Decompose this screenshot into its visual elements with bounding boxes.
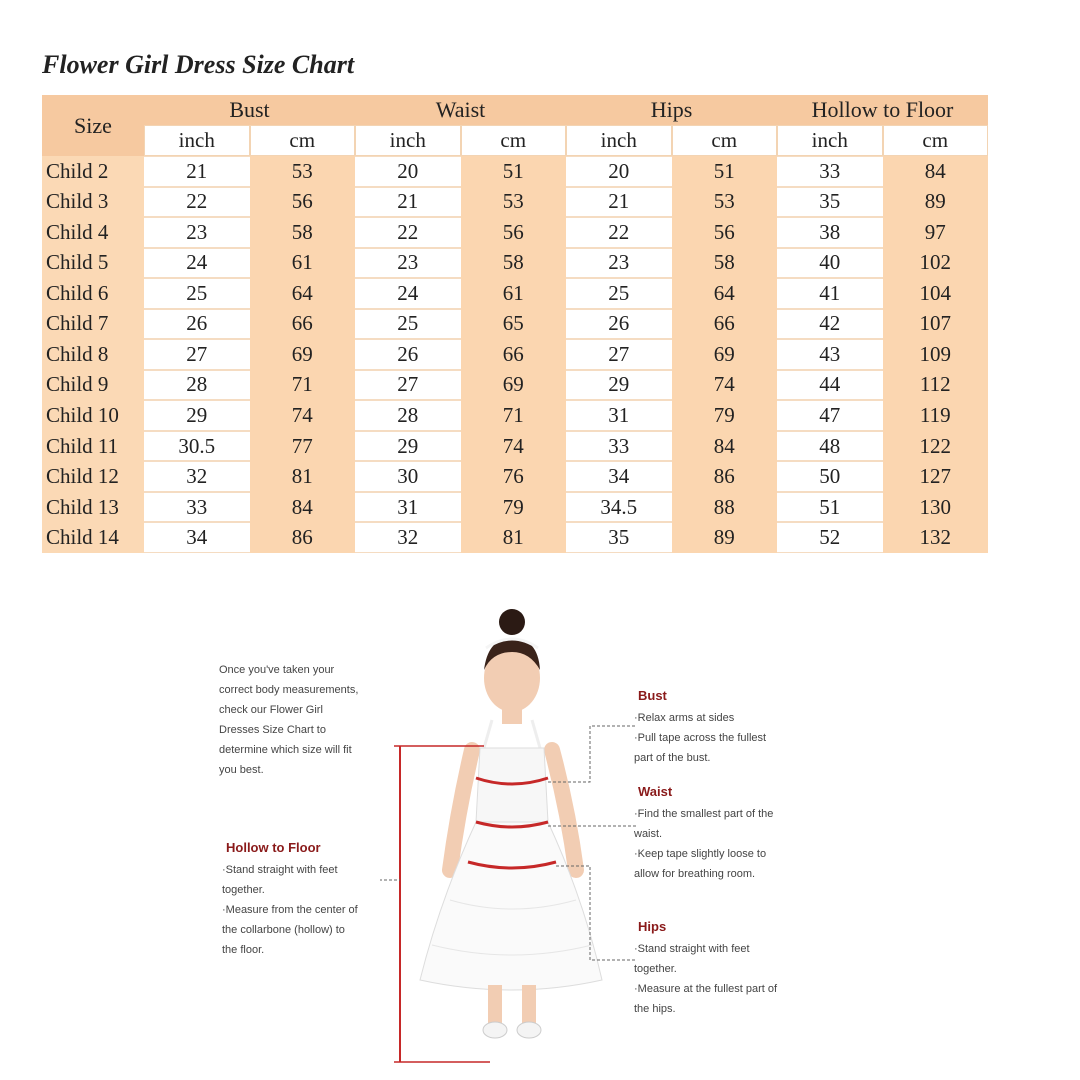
table-cell: 104 bbox=[883, 278, 989, 309]
table-cell: 40 bbox=[777, 248, 883, 279]
size-header: Size bbox=[42, 95, 144, 156]
instruction-line: ·Measure at the fullest part of bbox=[634, 983, 778, 995]
size-label: Child 7 bbox=[42, 309, 144, 340]
table-cell: 25 bbox=[355, 309, 461, 340]
table-cell: 74 bbox=[250, 400, 356, 431]
size-label: Child 13 bbox=[42, 492, 144, 523]
table-cell: 20 bbox=[566, 156, 672, 187]
table-cell: 27 bbox=[566, 339, 672, 370]
hips-title: Hips bbox=[638, 919, 667, 934]
instruction-line: ·Keep tape slightly loose to bbox=[634, 848, 767, 860]
unit-header: inch bbox=[355, 125, 461, 156]
table-cell: 56 bbox=[250, 187, 356, 218]
table-cell: 66 bbox=[672, 309, 778, 340]
table-cell: 43 bbox=[777, 339, 883, 370]
instruction-line: ·Measure from the center of bbox=[222, 904, 358, 916]
hollow-to-floor-instructions bbox=[222, 860, 358, 960]
table-cell: 79 bbox=[461, 492, 567, 523]
table-cell: 61 bbox=[461, 278, 567, 309]
group-header: Bust bbox=[144, 95, 355, 125]
table-cell: 51 bbox=[672, 156, 778, 187]
table-cell: 31 bbox=[566, 400, 672, 431]
table-cell: 20 bbox=[355, 156, 461, 187]
size-label: Child 6 bbox=[42, 278, 144, 309]
intro-line: Dresses Size Chart to bbox=[219, 724, 326, 736]
table-cell: 33 bbox=[144, 492, 250, 523]
table-cell: 89 bbox=[883, 187, 989, 218]
table-cell: 69 bbox=[672, 339, 778, 370]
table-cell: 26 bbox=[355, 339, 461, 370]
unit-header: inch bbox=[566, 125, 672, 156]
hollow-to-floor-title: Hollow to Floor bbox=[226, 840, 321, 855]
table-cell: 56 bbox=[672, 217, 778, 248]
table-cell: 30 bbox=[355, 461, 461, 492]
table-cell: 79 bbox=[672, 400, 778, 431]
unit-header: cm bbox=[461, 125, 567, 156]
table-cell: 23 bbox=[355, 248, 461, 279]
instruction-line: the hips. bbox=[634, 1003, 676, 1015]
table-cell: 34.5 bbox=[566, 492, 672, 523]
size-label: Child 12 bbox=[42, 461, 144, 492]
unit-header: inch bbox=[777, 125, 883, 156]
size-label: Child 8 bbox=[42, 339, 144, 370]
instruction-line: together. bbox=[222, 884, 265, 896]
hips-instructions bbox=[634, 939, 777, 1019]
intro-line: correct body measurements, bbox=[219, 684, 359, 696]
table-cell: 22 bbox=[566, 217, 672, 248]
waist-instructions bbox=[634, 804, 773, 884]
table-cell: 28 bbox=[144, 370, 250, 401]
table-cell: 84 bbox=[250, 492, 356, 523]
table-cell: 44 bbox=[777, 370, 883, 401]
table-cell: 89 bbox=[672, 522, 778, 553]
table-cell: 26 bbox=[144, 309, 250, 340]
table-cell: 24 bbox=[144, 248, 250, 279]
table-cell: 29 bbox=[566, 370, 672, 401]
table-cell: 74 bbox=[672, 370, 778, 401]
intro-line: you best. bbox=[219, 764, 264, 776]
table-cell: 53 bbox=[672, 187, 778, 218]
table-cell: 47 bbox=[777, 400, 883, 431]
table-cell: 86 bbox=[250, 522, 356, 553]
intro-text bbox=[219, 660, 358, 780]
table-cell: 84 bbox=[883, 156, 989, 187]
instruction-line: waist. bbox=[634, 828, 663, 840]
table-cell: 56 bbox=[461, 217, 567, 248]
table-cell: 66 bbox=[250, 309, 356, 340]
table-cell: 35 bbox=[566, 522, 672, 553]
table-cell: 132 bbox=[883, 522, 989, 553]
table-cell: 27 bbox=[144, 339, 250, 370]
table-cell: 76 bbox=[461, 461, 567, 492]
intro-line: Once you've taken your bbox=[219, 664, 335, 676]
unit-header: cm bbox=[250, 125, 356, 156]
group-header: Hollow to Floor bbox=[777, 95, 988, 125]
table-cell: 21 bbox=[566, 187, 672, 218]
table-cell: 21 bbox=[355, 187, 461, 218]
table-cell: 69 bbox=[461, 370, 567, 401]
size-label: Child 9 bbox=[42, 370, 144, 401]
table-cell: 24 bbox=[355, 278, 461, 309]
table-cell: 69 bbox=[250, 339, 356, 370]
table-cell: 109 bbox=[883, 339, 989, 370]
table-cell: 41 bbox=[777, 278, 883, 309]
table-cell: 53 bbox=[250, 156, 356, 187]
instruction-line: ·Find the smallest part of the bbox=[634, 808, 774, 820]
table-cell: 33 bbox=[777, 156, 883, 187]
unit-header: cm bbox=[672, 125, 778, 156]
size-label: Child 2 bbox=[42, 156, 144, 187]
table-cell: 52 bbox=[777, 522, 883, 553]
instruction-line: ·Relax arms at sides bbox=[634, 712, 735, 724]
table-cell: 65 bbox=[461, 309, 567, 340]
instruction-line: ·Pull tape across the fullest bbox=[634, 732, 767, 744]
table-cell: 30.5 bbox=[144, 431, 250, 462]
table-cell: 29 bbox=[144, 400, 250, 431]
table-cell: 81 bbox=[250, 461, 356, 492]
table-cell: 122 bbox=[883, 431, 989, 462]
instruction-line: ·Stand straight with feet bbox=[634, 943, 750, 955]
table-cell: 29 bbox=[355, 431, 461, 462]
table-cell: 77 bbox=[250, 431, 356, 462]
table-cell: 21 bbox=[144, 156, 250, 187]
size-label: Child 10 bbox=[42, 400, 144, 431]
table-cell: 26 bbox=[566, 309, 672, 340]
size-label: Child 3 bbox=[42, 187, 144, 218]
instruction-line: the collarbone (hollow) to bbox=[222, 924, 345, 936]
table-cell: 25 bbox=[144, 278, 250, 309]
table-cell: 71 bbox=[461, 400, 567, 431]
table-cell: 28 bbox=[355, 400, 461, 431]
table-cell: 23 bbox=[566, 248, 672, 279]
table-cell: 112 bbox=[883, 370, 989, 401]
unit-header: inch bbox=[144, 125, 250, 156]
table-cell: 22 bbox=[355, 217, 461, 248]
table-cell: 130 bbox=[883, 492, 989, 523]
group-header: Hips bbox=[566, 95, 777, 125]
instruction-line: the floor. bbox=[222, 944, 265, 956]
table-cell: 71 bbox=[250, 370, 356, 401]
table-cell: 42 bbox=[777, 309, 883, 340]
table-cell: 51 bbox=[777, 492, 883, 523]
size-label: Child 4 bbox=[42, 217, 144, 248]
table-cell: 27 bbox=[355, 370, 461, 401]
size-label: Child 14 bbox=[42, 522, 144, 553]
table-cell: 107 bbox=[883, 309, 989, 340]
intro-line: check our Flower Girl bbox=[219, 704, 323, 716]
table-cell: 53 bbox=[461, 187, 567, 218]
table-cell: 66 bbox=[461, 339, 567, 370]
bust-title: Bust bbox=[638, 688, 667, 703]
table-cell: 51 bbox=[461, 156, 567, 187]
instruction-line: together. bbox=[634, 963, 677, 975]
table-cell: 127 bbox=[883, 461, 989, 492]
table-cell: 48 bbox=[777, 431, 883, 462]
table-cell: 102 bbox=[883, 248, 989, 279]
instruction-line: ·Stand straight with feet bbox=[222, 864, 338, 876]
table-cell: 119 bbox=[883, 400, 989, 431]
table-cell: 35 bbox=[777, 187, 883, 218]
group-header: Waist bbox=[355, 95, 566, 125]
table-cell: 61 bbox=[250, 248, 356, 279]
table-cell: 86 bbox=[672, 461, 778, 492]
measurement-guide bbox=[0, 570, 1080, 1080]
table-cell: 84 bbox=[672, 431, 778, 462]
table-cell: 31 bbox=[355, 492, 461, 523]
table-cell: 32 bbox=[355, 522, 461, 553]
table-cell: 64 bbox=[250, 278, 356, 309]
table-cell: 58 bbox=[461, 248, 567, 279]
table-cell: 97 bbox=[883, 217, 989, 248]
size-label: Child 5 bbox=[42, 248, 144, 279]
table-cell: 58 bbox=[672, 248, 778, 279]
table-cell: 88 bbox=[672, 492, 778, 523]
table-cell: 64 bbox=[672, 278, 778, 309]
unit-header: cm bbox=[883, 125, 989, 156]
table-cell: 33 bbox=[566, 431, 672, 462]
instruction-line: part of the bust. bbox=[634, 752, 711, 764]
table-cell: 58 bbox=[250, 217, 356, 248]
bust-instructions bbox=[634, 708, 766, 768]
waist-title: Waist bbox=[638, 784, 673, 799]
intro-line: determine which size will fit bbox=[219, 744, 352, 756]
page-title: Flower Girl Dress Size Chart bbox=[42, 50, 355, 79]
table-cell: 34 bbox=[566, 461, 672, 492]
table-cell: 23 bbox=[144, 217, 250, 248]
table-cell: 32 bbox=[144, 461, 250, 492]
table-cell: 74 bbox=[461, 431, 567, 462]
size-chart-table bbox=[42, 95, 988, 553]
size-label: Child 11 bbox=[42, 431, 144, 462]
table-cell: 50 bbox=[777, 461, 883, 492]
instruction-line: allow for breathing room. bbox=[634, 868, 756, 880]
table-cell: 34 bbox=[144, 522, 250, 553]
table-cell: 22 bbox=[144, 187, 250, 218]
table-cell: 38 bbox=[777, 217, 883, 248]
table-cell: 81 bbox=[461, 522, 567, 553]
table-cell: 25 bbox=[566, 278, 672, 309]
